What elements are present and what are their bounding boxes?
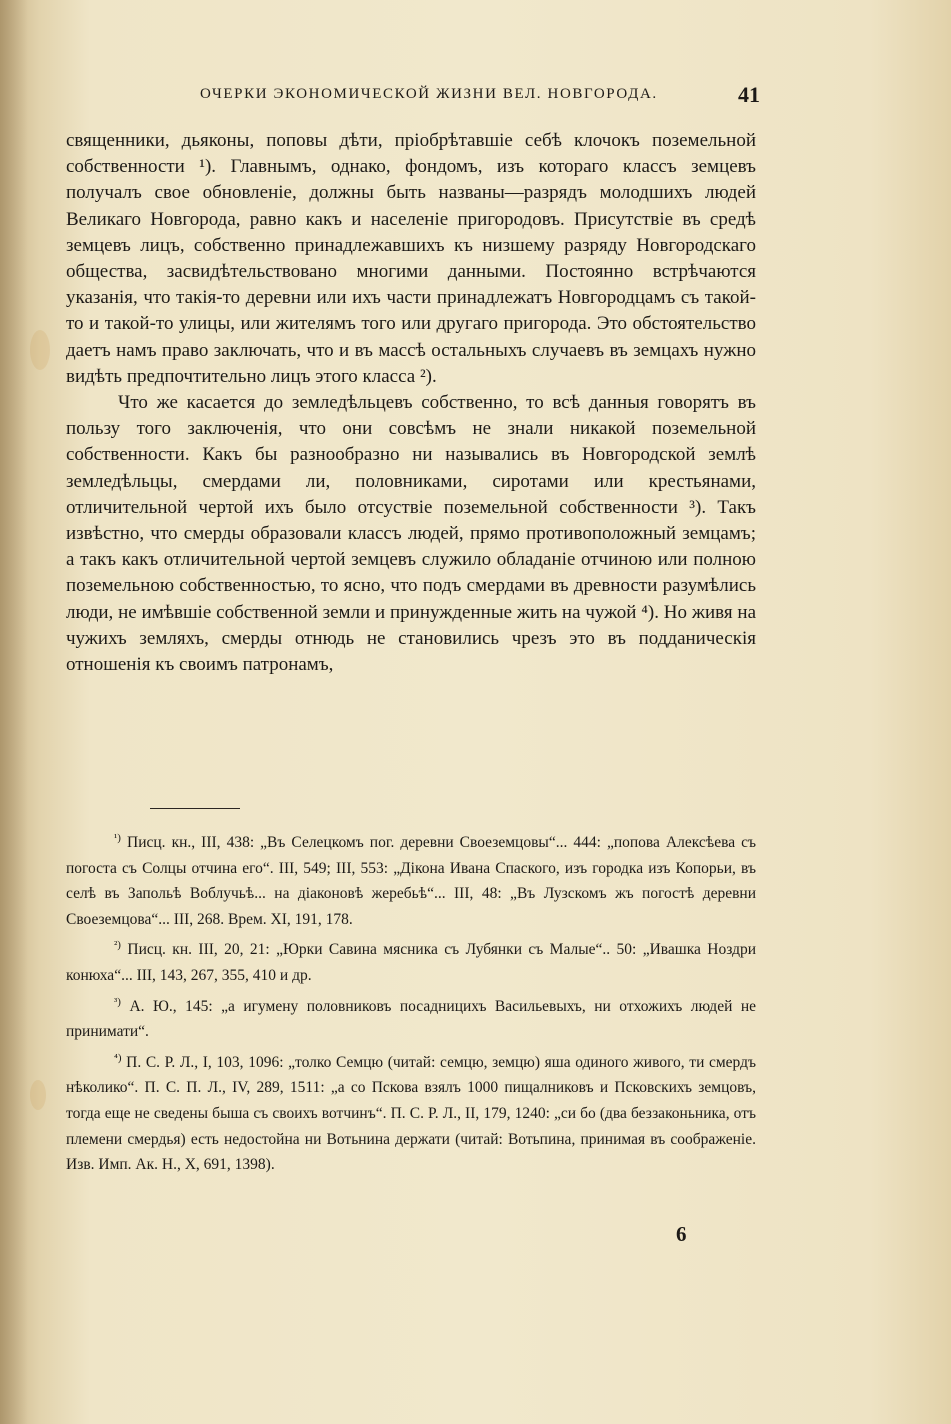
footnote-number: ¹) xyxy=(114,831,121,844)
page-header xyxy=(200,82,760,116)
footnote-number: ⁴) xyxy=(114,1051,122,1064)
footnote-text: А. Ю., 145: „а игумену половниковъ посадницихъ Васильевыхъ, ни отхожихъ людей не принимати“. xyxy=(66,997,757,1041)
signature-mark: 6 xyxy=(676,1222,687,1246)
footnote-text: Писц. кн., III, 438: „Въ Селецкомъ пог. деревни Своеземцовы“... 444: „попова Алексѣева съ погоста съ Солцы отчина его“. III, 549; III, 553: „Дікона Ивана Спаского, изъ городка изъ Копорьи, въ селѣ въ Запольѣ Воблучьѣ... на діаконовѣ жеребьѣ“... III, 48: „Въ Лузскомъ жъ погостѣ деревни Своеземцова“... III, 268. Врем. XI, 191, 178. xyxy=(66,834,756,928)
footnote xyxy=(66,937,756,988)
binding-gutter-shadow xyxy=(0,0,28,1424)
running-title: ОЧЕРКИ ЭКОНОМИЧЕСКОЙ ЖИЗНИ ВЕЛ. НОВГОРОДА. xyxy=(200,86,658,102)
paper-stain xyxy=(30,330,50,370)
footnote-text: П. С. Р. Л., I, 103, 1096: „толко Семцю (читай: семцю, земцю) яша одиного живого, ти смердъ нѣколико“. П. С. П. Л., IV, 289, 1511: „а со Пскова взялъ 1000 пищалниковъ и Псковскихъ земцовъ, тогда еще не сведены быша съ своихъ вотчинъ“. П. С. Р. Л., II, 179, 1240: „си бо (два беззаконьника, отъ племени смердья) есть недостойна ни Вотьнина держати (читай: Вотьпина, принимая въ соображеніе. Изв. Имп. Ак. Н., X, 691, 1398). xyxy=(66,1053,757,1174)
footnote-separator xyxy=(150,808,240,809)
footnote-number: ²) xyxy=(114,939,121,952)
footnote-number: ³) xyxy=(114,995,121,1008)
paragraph: священники, дьяконы, поповы дѣти, пріобрѣтавшіе себѣ клочокъ поземельной собственности ¹). Главнымъ, однако, фондомъ, изъ котораго классъ земцевъ получалъ свое обновленіе, должны быть названы—разрядъ молодшихъ людей Великаго Новгорода, равно какъ и населеніе пригородовъ. Присутствіе въ средѣ земцевъ лицъ, собственно принадлежавшихъ къ низшему разряду Новгородскаго общества, засвидѣтельствовано многими данными. Постоянно встрѣчаются указанія, что такія-то деревни или ихъ части принадлежатъ Новгородцамъ съ такой-то и такой-то улицы, или жителямъ того или другаго пригорода. Это обстоятельство даетъ намъ право заключать, что и въ массѣ остальныхъ случаевъ въ земцахъ нужно видѣть предпочтительно лицъ этого класса ²). xyxy=(66,130,756,387)
footnote xyxy=(66,994,756,1045)
footnote xyxy=(66,1050,756,1178)
footnotes xyxy=(66,830,756,1183)
paper-stain xyxy=(30,1080,46,1110)
main-text xyxy=(66,128,756,678)
page-number: 41 xyxy=(738,82,760,107)
footnote-text: Писц. кн. III, 20, 21: „Юрки Савина мясника съ Лубянки съ Малые“.. 50: „Ивашка Ноздри конюха“... III, 143, 267, 355, 410 и др. xyxy=(66,941,757,984)
paragraph: Что же касается до земледѣльцевъ собственно, то всѣ данныя говорятъ въ пользу того заключенія, что они совсѣмъ не знали никакой поземельной собственности. Какъ бы разнообразно ни назывались въ Новгородской землѣ земледѣльцы, смердами ли, половниками, сиротами или крестьянами, отличительной чертой ихъ было отсуствіе поземельной собственности ³). Такъ извѣстно, что смерды образовали классъ людей, прямо противоположный земцамъ; а такъ какъ отличительной чертой земцевъ служило обладаніе отчиною или полною поземельною собственностью, то ясно, что подъ смердами въ древности разумѣлись люди, не имѣвшіе собственной земли и принужденные жить на чужой ⁴). Но живя на чужихъ земляхъ, смерды отнюдь не становились чрезъ это въ подданическія отношенія къ своимъ патронамъ, xyxy=(66,392,756,676)
footnote xyxy=(66,830,756,932)
